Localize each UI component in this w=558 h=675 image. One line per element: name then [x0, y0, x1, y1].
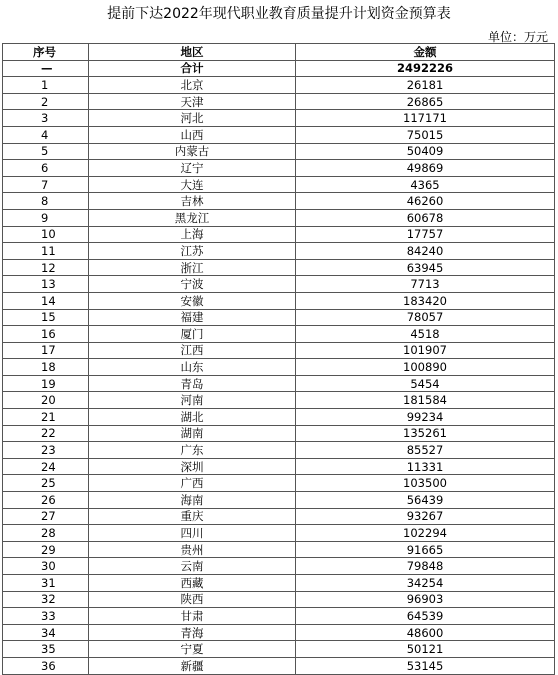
row-index: 7: [3, 176, 89, 193]
row-region: 大连: [89, 176, 296, 193]
table-row: [3, 226, 555, 243]
row-amount: 50409: [296, 143, 555, 160]
total-row: [3, 60, 555, 77]
table-row: [3, 193, 555, 210]
row-index: 27: [3, 508, 89, 525]
row-region: 福建: [89, 309, 296, 326]
row-index: 3: [3, 110, 89, 127]
row-index: 28: [3, 525, 89, 542]
table-row: [3, 458, 555, 475]
row-region: 北京: [89, 77, 296, 94]
row-amount: 26865: [296, 93, 555, 110]
total-amount: 2492226: [296, 60, 555, 77]
row-amount: 84240: [296, 243, 555, 260]
row-amount: 53145: [296, 657, 555, 674]
table-row: [3, 558, 555, 575]
row-amount: 85527: [296, 442, 555, 459]
table-row: [3, 575, 555, 592]
row-amount: 26181: [296, 77, 555, 94]
table-row: [3, 475, 555, 492]
row-region: 山东: [89, 359, 296, 376]
row-region: 深圳: [89, 458, 296, 475]
table-row: [3, 608, 555, 625]
row-amount: 91665: [296, 541, 555, 558]
table-row: [3, 209, 555, 226]
row-index: 2: [3, 93, 89, 110]
row-amount: 96903: [296, 591, 555, 608]
row-amount: 46260: [296, 193, 555, 210]
row-region: 吉林: [89, 193, 296, 210]
row-index: 33: [3, 608, 89, 625]
row-index: 18: [3, 359, 89, 376]
total-index: —: [3, 60, 89, 77]
row-region: 湖北: [89, 409, 296, 426]
row-region: 厦门: [89, 326, 296, 343]
table-row: [3, 392, 555, 409]
table-row: [3, 591, 555, 608]
row-amount: 4365: [296, 176, 555, 193]
row-index: 25: [3, 475, 89, 492]
header-amount: 金额: [296, 44, 555, 61]
row-region: 云南: [89, 558, 296, 575]
row-index: 29: [3, 541, 89, 558]
row-index: 8: [3, 193, 89, 210]
row-index: 26: [3, 492, 89, 509]
row-index: 1: [3, 77, 89, 94]
row-index: 10: [3, 226, 89, 243]
header-index: 序号: [3, 44, 89, 61]
row-amount: 34254: [296, 575, 555, 592]
row-region: 重庆: [89, 508, 296, 525]
table-row: [3, 624, 555, 641]
header-region: 地区: [89, 44, 296, 61]
table-row: [3, 110, 555, 127]
row-region: 宁夏: [89, 641, 296, 658]
row-amount: 60678: [296, 209, 555, 226]
row-index: 9: [3, 209, 89, 226]
row-amount: 75015: [296, 126, 555, 143]
row-region: 陕西: [89, 591, 296, 608]
row-amount: 48600: [296, 624, 555, 641]
row-index: 6: [3, 160, 89, 177]
table-row: [3, 143, 555, 160]
table-row: [3, 309, 555, 326]
row-amount: 50121: [296, 641, 555, 658]
row-region: 广西: [89, 475, 296, 492]
row-amount: 5454: [296, 375, 555, 392]
row-region: 山西: [89, 126, 296, 143]
table-row: [3, 126, 555, 143]
row-index: 17: [3, 342, 89, 359]
table-row: [3, 657, 555, 674]
row-region: 甘肃: [89, 608, 296, 625]
row-region: 西藏: [89, 575, 296, 592]
row-index: 36: [3, 657, 89, 674]
row-region: 河北: [89, 110, 296, 127]
row-region: 四川: [89, 525, 296, 542]
row-region: 湖南: [89, 425, 296, 442]
row-amount: 7713: [296, 276, 555, 293]
row-index: 16: [3, 326, 89, 343]
budget-table: [2, 43, 555, 675]
row-amount: 99234: [296, 409, 555, 426]
row-index: 35: [3, 641, 89, 658]
row-region: 新疆: [89, 657, 296, 674]
row-index: 11: [3, 243, 89, 260]
row-index: 23: [3, 442, 89, 459]
row-region: 上海: [89, 226, 296, 243]
table-row: [3, 93, 555, 110]
row-region: 广东: [89, 442, 296, 459]
table-row: [3, 409, 555, 426]
table-row: [3, 160, 555, 177]
row-amount: 102294: [296, 525, 555, 542]
row-index: 14: [3, 292, 89, 309]
row-region: 内蒙古: [89, 143, 296, 160]
row-region: 宁波: [89, 276, 296, 293]
table-row: [3, 342, 555, 359]
table-row: [3, 326, 555, 343]
row-region: 浙江: [89, 259, 296, 276]
row-index: 12: [3, 259, 89, 276]
row-amount: 135261: [296, 425, 555, 442]
row-index: 21: [3, 409, 89, 426]
table-row: [3, 442, 555, 459]
row-amount: 63945: [296, 259, 555, 276]
row-index: 22: [3, 425, 89, 442]
row-index: 19: [3, 375, 89, 392]
row-index: 20: [3, 392, 89, 409]
table-row: [3, 243, 555, 260]
table-row: [3, 292, 555, 309]
row-index: 13: [3, 276, 89, 293]
row-region: 青岛: [89, 375, 296, 392]
row-amount: 79848: [296, 558, 555, 575]
table-row: [3, 641, 555, 658]
table-title: 提前下达2022年现代职业教育质量提升计划资金预算表: [107, 6, 451, 22]
row-region: 海南: [89, 492, 296, 509]
row-amount: 11331: [296, 458, 555, 475]
table-row: [3, 375, 555, 392]
table-row: [3, 541, 555, 558]
row-amount: 183420: [296, 292, 555, 309]
unit-label: 单位：万元: [487, 30, 548, 44]
row-index: 34: [3, 624, 89, 641]
total-label: 合计: [89, 60, 296, 77]
row-region: 辽宁: [89, 160, 296, 177]
header-row: [3, 44, 555, 61]
table-row: [3, 508, 555, 525]
row-index: 24: [3, 458, 89, 475]
row-amount: 93267: [296, 508, 555, 525]
row-amount: 64539: [296, 608, 555, 625]
row-amount: 181584: [296, 392, 555, 409]
row-amount: 56439: [296, 492, 555, 509]
row-region: 安徽: [89, 292, 296, 309]
row-region: 天津: [89, 93, 296, 110]
row-index: 15: [3, 309, 89, 326]
row-region: 河南: [89, 392, 296, 409]
row-region: 贵州: [89, 541, 296, 558]
row-region: 黑龙江: [89, 209, 296, 226]
row-amount: 4518: [296, 326, 555, 343]
row-region: 江苏: [89, 243, 296, 260]
row-region: 江西: [89, 342, 296, 359]
row-index: 5: [3, 143, 89, 160]
row-amount: 78057: [296, 309, 555, 326]
table-row: [3, 77, 555, 94]
row-amount: 17757: [296, 226, 555, 243]
row-index: 31: [3, 575, 89, 592]
table-row: [3, 259, 555, 276]
table-row: [3, 425, 555, 442]
row-region: 青海: [89, 624, 296, 641]
row-amount: 49869: [296, 160, 555, 177]
row-amount: 117171: [296, 110, 555, 127]
table-row: [3, 525, 555, 542]
row-amount: 103500: [296, 475, 555, 492]
row-amount: 101907: [296, 342, 555, 359]
table-row: [3, 492, 555, 509]
row-index: 30: [3, 558, 89, 575]
row-index: 32: [3, 591, 89, 608]
table-row: [3, 276, 555, 293]
table-row: [3, 176, 555, 193]
table-row: [3, 359, 555, 376]
row-index: 4: [3, 126, 89, 143]
row-amount: 100890: [296, 359, 555, 376]
